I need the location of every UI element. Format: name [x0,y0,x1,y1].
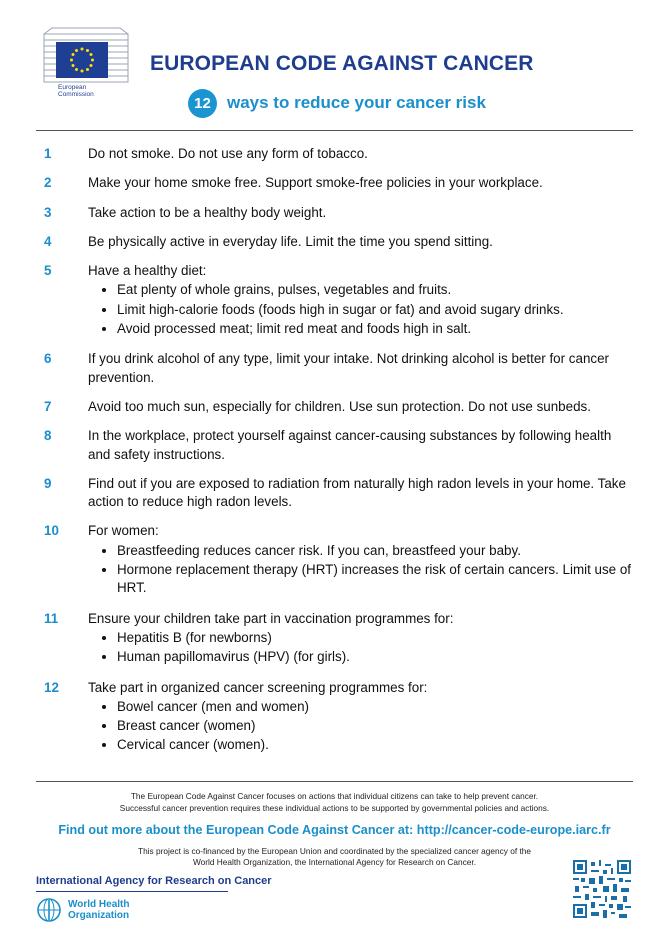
item-bullet: • Cervical cancer (women). [117,736,636,754]
item-number: 6 [44,351,52,367]
item-text: Avoid too much sun, especially for children. Use sun protection. Do not use sunbeds. [88,398,591,414]
item-number: 10 [44,523,59,539]
ec-caption-line1: European [58,84,87,91]
item-text: For women: [88,523,159,539]
bottom-divider [36,781,633,782]
ec-caption [58,84,94,98]
item-number: 5 [44,263,52,279]
item-text: Find out if you are exposed to radiation from naturally high radon levels in your home. Take action to reduce high radon levels. [88,475,626,510]
subtitle [188,88,486,118]
item-bullet: • Limit high-calorie foods (foods high in sugar or fat) and avoid sugary drinks. [117,301,636,319]
who-name-line1: World Health [68,899,130,910]
item-number: 2 [44,175,52,191]
item-body [88,522,636,598]
who-emblem-icon [36,897,62,923]
recommendation-item [36,233,636,251]
item-number: 7 [44,398,52,414]
item-text: If you drink alcohol of any type, limit your intake. Not drinking alcohol is better for cancer prevention. [88,351,609,385]
recommendation-item [36,610,636,668]
item-bullet-list [88,629,636,667]
footer-note-line2: Successful cancer prevention requires these individual actions to be supported by governmental policies and actions. [119,803,550,813]
item-bullet: • Breast cancer (women) [117,717,636,735]
item-number: 11 [44,610,59,626]
item-bullet: • Bowel cancer (men and women) [117,698,636,716]
european-commission-logo [36,24,136,96]
recommendation-item [36,262,636,339]
recommendation-item [36,204,636,222]
item-bullet: • Hormone replacement therapy (HRT) increases the risk of certain cancers. Limit use of HRT. [117,561,636,598]
funding-note [36,846,633,868]
top-divider [36,130,633,131]
item-number: 8 [44,428,52,444]
item-body [88,427,636,464]
item-number: 12 [44,679,59,695]
item-text: Take part in organized cancer screening programmes for: [88,679,428,695]
item-body [88,233,636,251]
count-badge: 12 [188,89,217,118]
item-body [88,145,636,163]
qr-code-icon[interactable] [573,860,631,918]
footer-note-line1: The European Code Against Cancer focuses on actions that individual citizens can take to help prevent cancer. [130,791,539,801]
funding-line2: World Health Organization, the International Agency for Research on Cancer. [192,857,477,867]
more-info-link[interactable]: Find out more about the European Code Against Cancer at: http://cancer-code-europe.iarc.fr [58,823,611,837]
item-text: Ensure your children take part in vaccination programmes for: [88,610,454,626]
item-body [88,475,636,512]
who-logo [36,897,129,923]
item-bullet: • Avoid processed meat; limit red meat and foods high in salt. [117,320,636,338]
item-body [88,679,636,756]
recommendation-item [36,522,636,598]
footer-note [36,790,633,814]
item-bullet-list [88,542,636,598]
recommendations-list [36,145,636,767]
item-bullet: • Eat plenty of whole grains, pulses, vegetables and fruits. [117,281,636,299]
ec-caption-line2: Commission [58,91,94,98]
item-bullet: • Hepatitis B (for newborns) [117,629,636,647]
eu-flag-icon [56,42,108,78]
subtitle-text: ways to reduce your cancer risk [227,93,486,112]
recommendation-item [36,679,636,756]
item-body [88,610,636,668]
item-bullet: • Human papillomavirus (HPV) (for girls). [117,648,636,666]
item-bullet: • Breastfeeding reduces cancer risk. If you can, breastfeed your baby. [117,542,636,560]
item-bullet-list [88,281,636,338]
item-text: Be physically active in everyday life. Limit the time you spend sitting. [88,233,493,249]
item-text: Have a healthy diet: [88,263,207,279]
recommendation-item [36,427,636,464]
page-title: EUROPEAN CODE AGAINST CANCER [150,52,534,75]
recommendation-item [36,475,636,512]
item-bullet-list [88,698,636,755]
item-body [88,350,636,387]
item-text: Do not smoke. Do not use any form of tobacco. [88,146,368,161]
item-text: Make your home smoke free. Support smoke-free policies in your workplace. [88,175,543,191]
item-body [88,398,636,416]
item-number: 3 [44,204,52,220]
item-number: 9 [44,475,52,491]
recommendation-item [36,174,636,192]
iarc-logo-text: International Agency for Research on Cancer [36,875,272,887]
item-number: 1 [44,146,52,161]
iarc-underline [36,891,228,892]
item-body [88,262,636,339]
funding-line1: This project is co-financed by the European Union and coordinated by the specialized cancer agency of the [138,846,531,856]
recommendation-item [36,398,636,416]
item-text: In the workplace, protect yourself against cancer-causing substances by following health and safety instructions. [88,428,612,462]
recommendation-item [36,350,636,387]
item-number: 4 [44,233,52,249]
item-body [88,204,636,222]
item-body [88,174,636,192]
who-name-line2: Organization [68,910,130,921]
recommendation-item [36,145,636,163]
item-text: Take action to be a healthy body weight. [88,204,327,220]
